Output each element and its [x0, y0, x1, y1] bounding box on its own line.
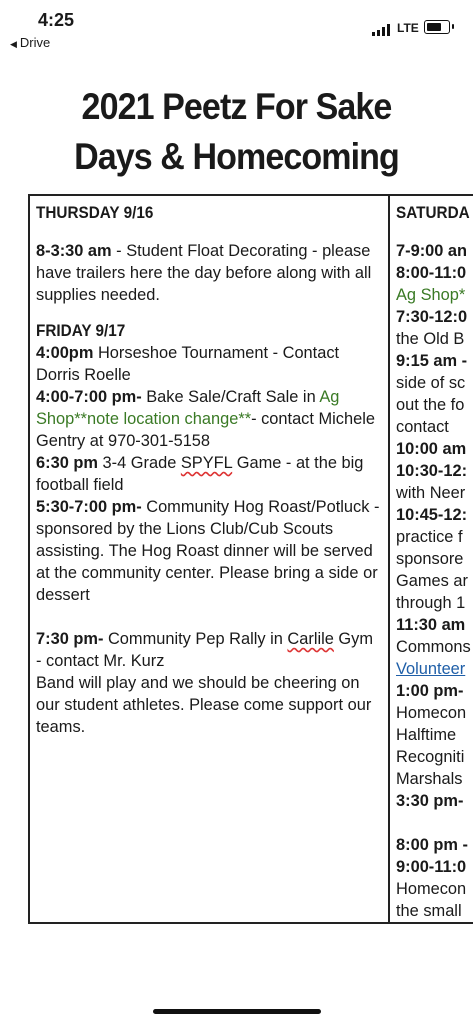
saturday-line: 7:30-12:0	[396, 308, 468, 326]
battery-icon	[424, 20, 450, 34]
saturday-column	[396, 202, 473, 922]
saturday-heading: SATURDA	[396, 203, 470, 222]
clock: 4:25	[38, 10, 75, 30]
thursday-event-1: 8-3:30 am - Student Float Decorating - please have trailers here the day before along with all supplies needed.	[36, 242, 372, 304]
friday-heading: FRIDAY 9/17	[36, 321, 126, 340]
saturday-line: practice f	[396, 528, 463, 546]
friday-event-5: 7:30 pm- Community Pep Rally in Carlile Gym - contact Mr. Kurz	[36, 630, 374, 670]
signal-strength-icon	[372, 24, 394, 36]
thursday-heading: THURSDAY 9/16	[36, 203, 154, 222]
friday-event-2: 4:00-7:00 pm- Bake Sale/Craft Sale in Ag Shop**note location change**- contact Michele Gentry at 970-301-5158	[36, 388, 375, 450]
volunteer-link[interactable]: Volunteer	[396, 660, 466, 678]
saturday-line: 11:30 am	[396, 616, 466, 634]
saturday-line: Marshals	[396, 770, 463, 788]
saturday-line: 10:45-12:	[396, 506, 468, 524]
saturday-line: 8:00-11:0	[396, 264, 467, 282]
saturday-line: the small	[396, 902, 462, 920]
thursday-friday-column	[36, 202, 382, 738]
saturday-line: Halftime	[396, 726, 457, 744]
network-type: LTE	[397, 21, 419, 35]
saturday-line: out the fo	[396, 396, 465, 414]
saturday-line: 7-9:00 an	[396, 242, 468, 260]
saturday-line: side of sc	[396, 374, 466, 392]
saturday-line: Recogniti	[396, 748, 465, 766]
saturday-line: contact	[396, 418, 449, 436]
title-line-2: Days & Homecoming	[74, 136, 399, 177]
saturday-line: sponsore	[396, 550, 464, 568]
saturday-line: Homecon	[396, 880, 467, 898]
saturday-line: the Old B	[396, 330, 465, 348]
column-divider	[388, 194, 390, 922]
saturday-line: 9:00-11:0	[396, 858, 467, 876]
saturday-line: through 1	[396, 594, 466, 612]
friday-event-4: 5:30-7:00 pm- Community Hog Roast/Potluck - sponsored by the Lions Club/Cub Scouts assisting. The Hog Roast dinner will be served at the community center. Please bring a side or dessert	[36, 498, 380, 604]
saturday-line: 3:30 pm-	[396, 792, 464, 810]
saturday-line: 10:30-12:	[396, 462, 468, 480]
saturday-line: Homecon	[396, 704, 467, 722]
back-to-drive-link[interactable]	[10, 35, 50, 50]
back-triangle-icon: ◀	[10, 39, 17, 49]
back-label: Drive	[19, 35, 51, 50]
saturday-line: Commons	[396, 638, 471, 656]
saturday-line: 9:15 am -	[396, 352, 468, 370]
friday-event-1: 4:00pm Horseshoe Tournament - Contact Dorris Roelle	[36, 344, 340, 384]
status-bar	[0, 0, 473, 60]
page-title	[19, 82, 454, 182]
saturday-line: Games ar	[396, 572, 468, 590]
home-indicator[interactable]	[153, 1009, 321, 1014]
friday-event-3: 6:30 pm 3-4 Grade SPYFL Game - at the big football field	[36, 454, 364, 494]
friday-event-6: Band will play and we should be cheering on our student athletes. Please come support our teams.	[36, 674, 372, 736]
saturday-line: 1:00 pm-	[396, 682, 464, 700]
saturday-line: Ag Shop*	[396, 286, 466, 304]
saturday-line: with Neer	[396, 484, 466, 502]
saturday-line: 10:00 am	[396, 440, 467, 458]
saturday-line: 8:00 pm -	[396, 836, 468, 854]
title-line-1: 2021 Peetz For Sake	[81, 86, 392, 127]
